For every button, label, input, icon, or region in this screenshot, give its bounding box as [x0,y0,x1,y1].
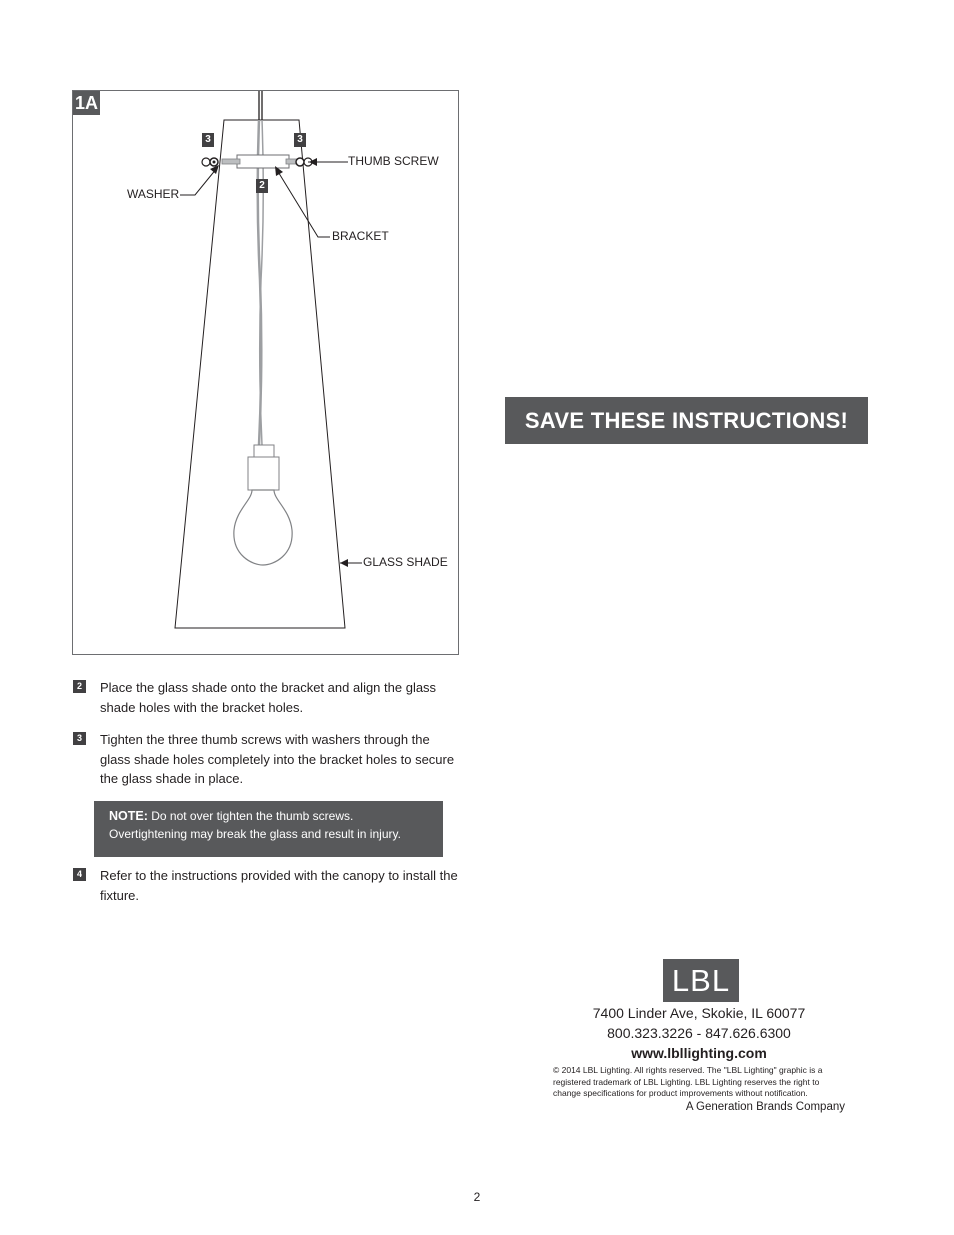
company-website[interactable]: www.lbllighting.com [631,1045,767,1061]
step-text: Place the glass shade onto the bracket and align the glass shade holes with the bracket holes. [100,680,437,715]
label-glass-shade: GLASS SHADE [363,555,448,569]
legal-notice: © 2014 LBL Lighting. All rights reserved. The "LBL Lighting" graphic is a registered trademark of LBL Lighting. LBL Lighting reserves the right to change specifications for product improvements without notification. [553,1065,823,1098]
page-number: 2 [473,1190,481,1204]
label-bracket: BRACKET [332,229,389,243]
label-washer: WASHER [127,187,180,201]
lbl-logo: LBL [663,959,739,1002]
company-address: 7400 Linder Ave, Skokie, IL 60077 [592,1005,806,1021]
note-text: Do not over tighten the thumb screws. Overtightening may break the glass and result in injury. [109,809,401,841]
company-phones: 800.323.3226 - 847.626.6300 [607,1025,791,1041]
step-number-badge: 4 [73,868,86,881]
step-number-badge: 2 [73,680,86,693]
label-thumb-screw: THUMB SCREW [348,154,439,168]
save-instructions-banner: SAVE THESE INSTRUCTIONS! [505,397,868,444]
callout-badge-screw-right: 3 [294,133,306,147]
step-text: Tighten the three thumb screws with washers through the glass shade holes completely into the bracket holes to secure the glass shade in place. [100,732,455,786]
figure-tag: 1A [74,93,98,113]
callout-badge-screw-left: 3 [202,133,214,147]
parent-company: A Generation Brands Company [685,1101,845,1113]
step-number-badge: 3 [73,732,86,745]
note-label: NOTE: [109,809,148,823]
callout-badge-bracket: 2 [256,179,268,193]
note-box [94,801,443,857]
bulb-shape [234,490,292,565]
bracket-shape [237,155,289,168]
step-text: Refer to the instructions provided with the canopy to install the fixture. [100,868,458,903]
washer-left-shape [202,158,218,166]
